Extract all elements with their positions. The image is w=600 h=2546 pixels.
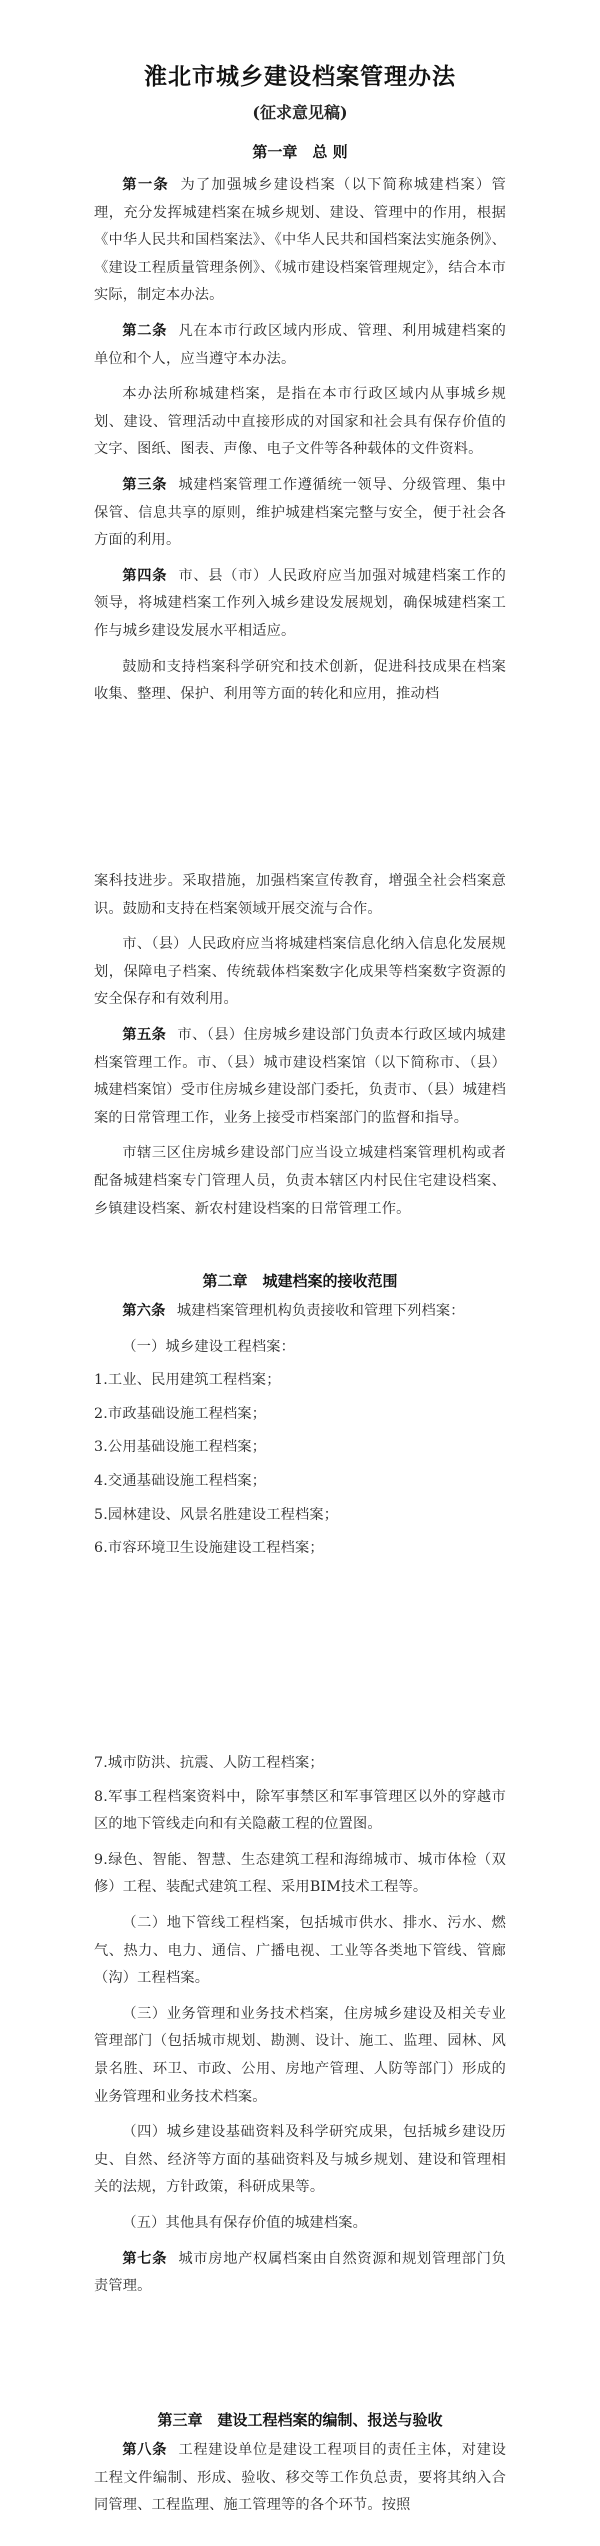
article-4-paragraph-3: 市、（县）人民政府应当将城建档案信息化纳入信息化发展规划，保障电子档案、传统载体档案数字化成果等档案数字资源的安全保存和有效利用。: [94, 936, 506, 1008]
article-8: [94, 2437, 506, 2520]
article-label: 第三条: [122, 476, 168, 493]
list-item: 1.工业、民用建筑工程档案；: [94, 1372, 281, 1389]
article-text: 为了加强城乡建设档案（以下简称城建档案）管理，充分发挥城建档案在城乡规划、建设、管理中的作用，根据《中华人民共和国档案法》、《中华人民共和国档案法实施条例》、《建设工程质量管理条例》、《城市建设档案管理规定》，结合本市实际，制定本办法。: [94, 177, 507, 304]
section-4-paragraph: （四）城乡建设基础资料及科学研究成果，包括城乡建设历史、自然、经济等方面的基础资料及与城乡规划、建设和管理相关的法规，方针政策，科研成果等。: [94, 2124, 506, 2196]
list-item: 6.市容环境卫生设施建设工程档案；: [94, 1540, 324, 1557]
document-subtitle: (征求意见稿): [252, 103, 348, 122]
list-item: 2.市政基础设施工程档案；: [94, 1405, 267, 1422]
list-item: 9.绿色、智能、智慧、生态建筑工程和海绵城市、城市体检（双修）工程、装配式建筑工程、采用BIM技术工程等。: [94, 1851, 506, 1896]
article-4: [94, 563, 506, 646]
article-text: 工程建设单位是建设工程项目的责任主体，对建设工程文件编制、形成、验收、移交等工作负总责，要将其纳入合同管理、工程监理、施工管理等的各个环节。按照: [94, 2442, 506, 2514]
document-title: 淮北市城乡建设档案管理办法: [144, 64, 456, 90]
article-4-paragraph-2: 鼓励和支持档案科学研究和技术创新，促进科技成果在档案收集、整理、保护、利用等方面的转化和应用，推动档: [94, 658, 506, 703]
chapter-1-heading: 第一章 总 则: [252, 143, 348, 161]
article-text: 凡在本市行政区域内形成、管理、利用城建档案的单位和个人，应当遵守本办法。: [94, 322, 506, 367]
article-text: 城市房地产权属档案由自然资源和规划管理部门负责管理。: [94, 2250, 506, 2295]
article-label: 第五条: [122, 1026, 167, 1043]
article-label: 第七条: [122, 2250, 168, 2267]
section-3-paragraph: （三）业务管理和业务技术档案，住房城乡建设及相关专业管理部门（包括城市规划、勘测、设计、施工、监理、园林、风景名胜、环卫、市政、公用、房地产管理、人防等部门）形成的业务管理和业务技术档案。: [94, 2005, 506, 2105]
chapter-1-body-part1: [94, 172, 506, 709]
chapter-2-heading: 第二章 城建档案的接收范围: [202, 1272, 398, 1290]
list-item: 4.交通基础设施工程档案；: [94, 1472, 267, 1489]
chapter-2-body-part1: [94, 1298, 506, 1569]
article-label: 第四条: [122, 567, 168, 584]
article-label: 第一条: [122, 177, 170, 193]
chapter-3-heading: 第三章 建设工程档案的编制、报送与验收: [157, 2411, 443, 2429]
section-2-paragraph: （二）地下管线工程档案，包括城市供水、排水、污水、燃气、热力、电力、通信、广播电视、工业等各类地下管线、管廊（沟）工程档案。: [94, 1914, 506, 1987]
article-2-paragraph-2: 本办法所称城建档案，是指在本市行政区域内从事城乡规划、建设、管理活动中直接形成的对国家和社会具有保存价值的文字、图纸、图表、声像、电子文件等各种载体的文件资料。: [94, 386, 506, 458]
article-5: [94, 1022, 506, 1132]
article-6-list: [94, 1334, 506, 1563]
article-label: 第二条: [122, 322, 168, 339]
article-label: 第八条: [122, 2442, 168, 2458]
article-3: [94, 472, 506, 555]
article-label: 第六条: [122, 1303, 166, 1319]
article-6: [94, 1298, 506, 1326]
article-2: [94, 318, 506, 373]
article-text: 城建档案管理机构负责接收和管理下列档案：: [176, 1303, 465, 1319]
article-text: 市、县（市）人民政府应当加强对城建档案工作的领导，将城建档案工作列入城乡建设发展规划，确保城建档案工作与城乡建设发展水平相适应。: [94, 567, 506, 639]
article-1: [94, 172, 506, 310]
list-item: 7.城市防洪、抗震、人防工程档案；: [94, 1755, 324, 1771]
article-text: 市、（县）住房城乡建设部门负责本行政区域内城建档案管理工作。市、（县）城市建设档案馆（以下简称市、（县）城建档案馆）受市住房城乡建设部门委托，负责市、（县）城建档案的日常管理工作，业务上接受市档案部门的监督和指导。: [94, 1026, 506, 1126]
article-4-paragraph-2-continued: 案科技进步。采取措施，加强档案宣传教育，增强全社会档案意识。鼓励和支持在档案领域开展交流与合作。: [94, 873, 506, 917]
article-text: 城建档案管理工作遵循统一领导、分级管理、集中保管、信息共享的原则，维护城建档案完整与安全，便于社会各方面的利用。: [94, 476, 506, 549]
list-item: 8.军事工程档案资料中，除军事禁区和军事管理区以外的穿越市区的地下管线走向和有关隐蔽工程的位置图。: [94, 1788, 506, 1833]
list-item: 5.园林建设、风景名胜建设工程档案；: [94, 1506, 339, 1523]
article-5-paragraph-2: 市辖三区住房城乡建设部门应当设立城建档案管理机构或者配备城建档案专门管理人员，负责本辖区内村民住宅建设档案、乡镇建设档案、新农村建设档案的日常管理工作。: [94, 1145, 506, 1217]
chapter-2-body-part2: [94, 1750, 506, 2309]
article-7: [94, 2246, 506, 2301]
chapter-3-body: [94, 2437, 506, 2520]
section-5-paragraph: （五）其他具有保存价值的城建档案。: [122, 2214, 367, 2231]
chapter-1-body-part2: [94, 868, 506, 1231]
list-item: 3.公用基础设施工程档案；: [94, 1439, 267, 1456]
list-item: （一）城乡建设工程档案：: [122, 1338, 296, 1355]
